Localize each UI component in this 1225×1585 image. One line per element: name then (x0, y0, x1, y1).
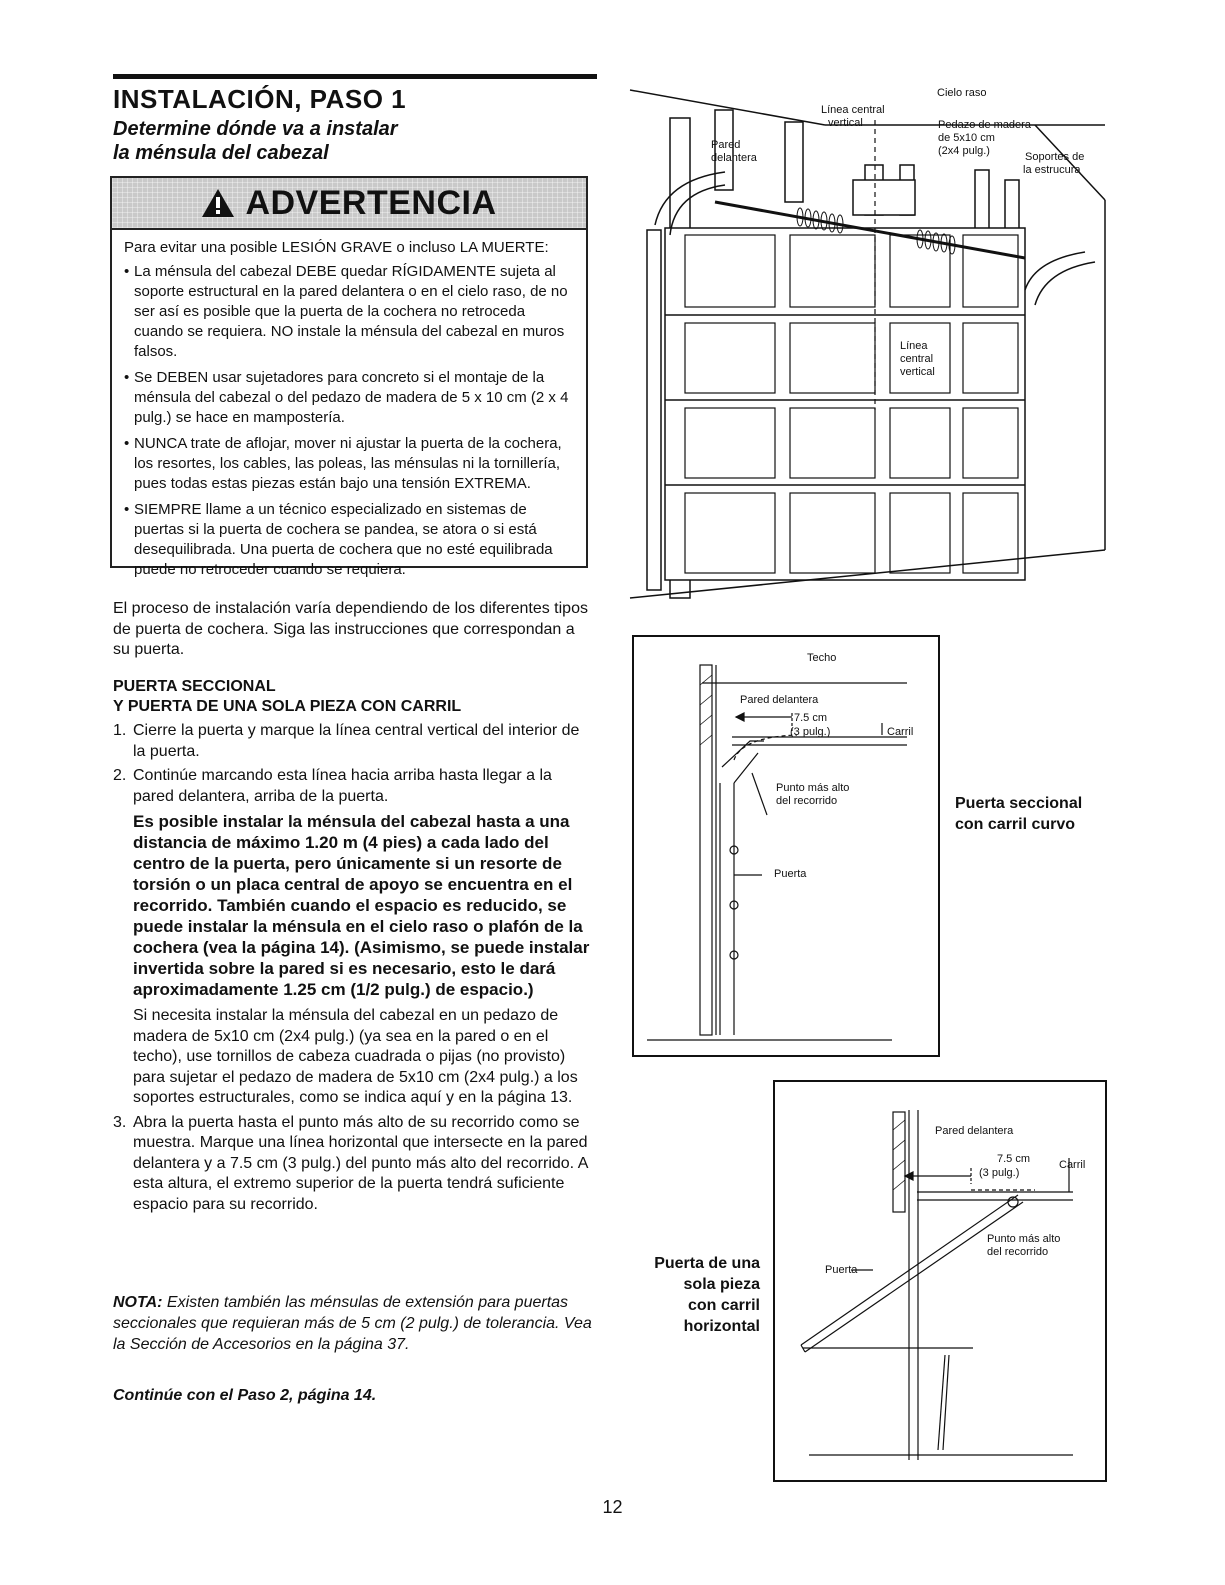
label-dim-in: (3 pulg.) (979, 1167, 1020, 1179)
label-soportes: la estrucura (1023, 164, 1081, 176)
warning-bullet: • NUNCA trate de aflojar, mover ni ajustar la puerta de la cochera, los resortes, los cables, las poleas, las ménsulas ni la tornillería, pues todas estas piezas están bajo una tensión EXTREMA. (124, 434, 576, 494)
warning-list (124, 262, 576, 580)
header-rule (113, 74, 597, 79)
bold-note: Es posible instalar la ménsula del cabezal hasta a una distancia de máximo 1.20 m (4 pies) a cada lado del centro de la puerta, pero únicamente si un resorte de torsión o un placa central de apoyo se encuentra en el recorrido. También cuando el espacio es reducido, se puede instalar la ménsula en el cielo raso o plafón de la cochera (vea la página 14). (Asimismo, se puede instalar invertida sobre la pared si es necesario, esto le dará aproximadamente 1.25 cm (1/2 pulg.) de espacio.) (133, 812, 590, 999)
sectional-door-diagram (632, 635, 940, 1057)
label-punto: del recorrido (776, 795, 838, 807)
nota-label: NOTA: (113, 1294, 163, 1311)
label-pedazo: de 5x10 cm (938, 132, 995, 144)
warning-intro: Para evitar una posible LESIÓN GRAVE o incluso LA MUERTE: (124, 239, 549, 256)
step-number: 2. (113, 767, 127, 784)
label-linea-central: vertical (828, 117, 863, 129)
step-item (113, 721, 593, 762)
label-pared-delantera: Pared delantera (935, 1125, 1014, 1137)
label-pared: Pared (711, 139, 741, 151)
warning-bullet: • Se DEBEN usar sujetadores para concreto si el montaje de la ménsula del cabezal o del pedazo de madera de 5 x 10 cm (2 x 4 pulg.) se hace en mampostería. (124, 368, 576, 428)
subtitle-line: la ménsula del cabezal (113, 142, 329, 164)
section-heading (113, 677, 461, 717)
step-text: Continúe marcando esta línea hacia arriba hasta llegar a la pared delantera, arriba de la puerta. (133, 767, 552, 805)
label-techo: Techo (807, 652, 837, 664)
step-text: Abra la puerta hasta el punto más alto de su recorrido como se muestra. Marque una línea horizontal que intersecte en la pared delantera y a 7.5 cm (3 pulg.) del punto más alto del recorrido. A esta altura, el extremo superior de la puerta tendrá suficiente espacio para su recorrido. (133, 1113, 588, 1213)
label-carril: Carril (887, 726, 914, 738)
label-puerta: Puerta (774, 868, 807, 880)
section-heading-line: PUERTA SECCIONAL (113, 678, 276, 695)
warning-body (124, 238, 576, 586)
label-puerta: Puerta (825, 1264, 858, 1276)
intro-paragraph: El proceso de instalación varía dependiendo de los diferentes tipos de puerta de cochera. Siga las instrucciones que correspondan a su puerta. (113, 600, 588, 658)
warning-triangle-icon (201, 188, 235, 218)
step-number: 3. (113, 1113, 127, 1131)
label-punto: Punto más alto (776, 782, 850, 794)
caption-line: Puerta seccional (955, 795, 1083, 812)
nota-paragraph (113, 1292, 593, 1355)
caption-line: con carril (687, 1297, 760, 1314)
label-cielo-raso: Cielo raso (937, 87, 987, 99)
label-soportes: Soportes de (1025, 151, 1085, 163)
label-punto: del recorrido (987, 1246, 1049, 1258)
section-heading-line: Y PUERTA DE UNA SOLA PIEZA CON CARRIL (113, 698, 462, 715)
one-piece-door-diagram (773, 1080, 1107, 1482)
label-pared-delantera: Pared delantera (740, 694, 819, 706)
warning-bullet: • SIEMPRE llame a un técnico especializado en sistemas de puertas si la puerta de cochera se pandea, se atora o si está desequilibrada. Una puerta de cochera que no esté equilibrada puede no retroceder cuando se requiera. (124, 500, 576, 580)
warning-title: ADVERTENCIA (245, 183, 497, 222)
label-linea-central: Línea central (821, 104, 885, 116)
step-text: Cierre la puerta y marque la línea central vertical del interior de la puerta. (133, 722, 580, 760)
continue-note: Continúe con el Paso 2, página 14. (113, 1387, 377, 1404)
step-number: 1. (113, 722, 127, 739)
page-subtitle (113, 117, 573, 165)
page-number: 12 (602, 1497, 623, 1517)
caption-line: Puerta de una (654, 1255, 760, 1272)
garage-door-illustration (625, 80, 1110, 600)
warning-bullet: • La ménsula del cabezal DEBE quedar RÍGIDAMENTE sujeta al soporte estructural en la pared delantera o en el cielo raso, de no ser así es posible que la puerta de la cochera no retroceda cuando se requiera. NO instale la ménsula del cabezal en muros falsos. (124, 262, 576, 362)
steps-list (113, 721, 593, 1219)
label-dim-cm: 7.5 cm (997, 1153, 1031, 1165)
label-pedazo: Pedazo de madera (938, 119, 1031, 131)
caption-line: con carril curvo (955, 816, 1076, 833)
label-dim-in: (3 pulg.) (790, 726, 831, 738)
label-linea-vertical: central (900, 353, 934, 365)
warning-header (112, 178, 586, 230)
plain-note: Si necesita instalar la ménsula del cabezal en un pedazo de madera de 5x10 cm (2x4 pulg.) (ya sea en la pared o en el techo), use tornillos de cabeza cuadrada o pijas (no provisto) para sujetar el pedazo de madera de 5x10 cm (2x4 pulg.) a los soportes estructurales, como se indica aquí y en la página 13. (133, 1007, 578, 1106)
label-punto: Punto más alto (987, 1233, 1061, 1245)
caption-line: sola pieza (683, 1276, 760, 1293)
label-linea-vertical: vertical (900, 366, 935, 378)
caption-sectional (955, 793, 1082, 835)
label-pedazo: (2x4 pulg.) (938, 145, 990, 157)
label-linea-vertical: Línea (900, 340, 928, 352)
warning-box (110, 176, 588, 578)
caption-line: horizontal (683, 1318, 760, 1335)
page-title: INSTALACIÓN, PASO 1 (113, 84, 407, 114)
subtitle-line: Determine dónde va a instalar (113, 118, 398, 140)
label-pared: delantera (711, 152, 757, 164)
label-dim-cm: 7.5 cm (794, 712, 828, 724)
step-item (113, 1113, 593, 1216)
label-carril: Carril (1059, 1159, 1086, 1171)
nota-text: Existen también las ménsulas de extensión para puertas seccionales que requieran más de 5 cm (2 pulg.) de tolerancia. Vea la Sección de Accesorios en la página 37. (113, 1294, 592, 1353)
step-item (113, 766, 593, 1109)
caption-one-piece (620, 1253, 760, 1337)
